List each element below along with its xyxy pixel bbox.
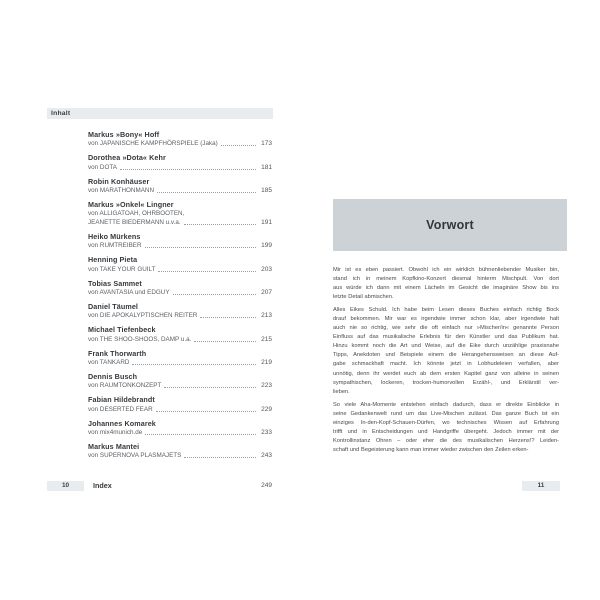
toc-entry-affiliation: von THE SHOO-SHOOS, DAMP u.a. bbox=[88, 335, 192, 343]
text-line: einziges In-den-Kopf-Schauen-Dürfen, wo technisches Wissen auf Erfahrung bbox=[333, 419, 559, 426]
toc-entry-name: Dennis Busch bbox=[88, 371, 138, 381]
toc-entry bbox=[88, 372, 272, 390]
toc-entry-affiliation: von DIE APOKALYPTISCHEN REITER bbox=[88, 312, 198, 320]
foreword-paragraph bbox=[333, 401, 559, 455]
toc-entry-page-number: 191 bbox=[261, 219, 272, 227]
toc-entry bbox=[88, 200, 272, 227]
toc-entry-affiliation: von RUMTREIBER bbox=[88, 242, 142, 250]
foreword-body bbox=[333, 266, 559, 459]
foreword-title-box bbox=[333, 199, 567, 251]
toc-leader-dots bbox=[184, 457, 256, 458]
toc-entry-page-number: 213 bbox=[261, 312, 272, 320]
text-line: aus würde ich dann mit einem Lächeln im Gesicht die imaginäre Show bis ins bbox=[333, 285, 559, 292]
toc-leader-dots bbox=[157, 192, 256, 193]
text-line: trifft und in Entscheidungen und Handgriffe übergeht. Jedoch immer mit der bbox=[333, 428, 559, 435]
text-line: gabe schmackhaft macht. Ich könnte jetzt in Lobhudeleien verfallen, aber bbox=[333, 361, 559, 368]
toc-leader-dots bbox=[156, 411, 256, 412]
left-page-footer bbox=[47, 481, 272, 491]
text-line: Einfluss auf das musikalische Erlebnis für den Künstler und das Publikum hat. bbox=[333, 334, 559, 341]
text-line: So viele Aha-Momente entstehen einfach dadurch, dass er direkte Einblicke in bbox=[333, 401, 559, 408]
contents-header-bar bbox=[47, 108, 273, 119]
toc-leader-dots bbox=[184, 224, 256, 225]
toc-entry-affiliation: von SUPERNOVA PLASMAJETS bbox=[88, 452, 182, 460]
toc-entry-name: Dorothea »Dota« Kehr bbox=[88, 153, 166, 163]
toc-entry-name: Markus »Onkel« Lingner bbox=[88, 199, 174, 209]
toc-entry bbox=[88, 255, 272, 273]
toc-entry-affiliation: von mix4munich.de bbox=[88, 428, 143, 436]
text-line: letzte Detail abmischen. bbox=[333, 294, 394, 301]
toc-entry-affiliation: von AVANTASIA und EDGUY bbox=[88, 289, 170, 297]
index-page-number: 249 bbox=[261, 482, 272, 490]
toc-entry-name: Johannes Komarek bbox=[88, 418, 156, 428]
text-line: Alles Eikes Schuld. Ich habe beim Lesen dieses Buches einfach richtig Bock bbox=[333, 307, 559, 314]
text-line: unnötig, denn ihr werdet euch ab dem ersten Kapitel ganz von alleine in seinen bbox=[333, 370, 559, 377]
toc-entry bbox=[88, 302, 272, 320]
toc-entry bbox=[88, 419, 272, 437]
toc-leader-dots bbox=[173, 294, 256, 295]
toc-entry-name: Markus Mantei bbox=[88, 441, 140, 451]
toc-entry-name: Robin Konhäuser bbox=[88, 176, 150, 186]
toc-entry bbox=[88, 349, 272, 367]
text-line: schaft und Begeisterung kann man immer wieder zwischen den Zeilen erken- bbox=[333, 446, 529, 453]
toc-entry-name: Frank Thorwarth bbox=[88, 348, 147, 358]
contents-header-label: Inhalt bbox=[51, 110, 71, 117]
toc-entry bbox=[88, 442, 272, 460]
toc-entry-page-number: 199 bbox=[261, 242, 272, 250]
toc-entry-name: Fabian Hildebrandt bbox=[88, 395, 155, 405]
toc-entry bbox=[88, 325, 272, 343]
toc-entry-name: Michael Tiefenbeck bbox=[88, 325, 156, 335]
toc-leader-dots bbox=[132, 364, 256, 365]
text-line: seine Gedankenwelt rund um das Live-Mischen zulässt. Das ganze Buch ist ein bbox=[333, 410, 559, 417]
right-page-footer bbox=[522, 481, 560, 491]
text-line: drauf bekommen. Mir war es irgendwie immer schon klar, aber irgendwie halt bbox=[333, 316, 559, 323]
toc-entry bbox=[88, 130, 272, 148]
toc-entry-page-number: 173 bbox=[261, 140, 272, 148]
text-line: Tipps, Anekdoten und Beispiele einem die Herangehensweisen an diese Auf- bbox=[333, 352, 559, 359]
index-label: Index bbox=[93, 481, 112, 491]
toc-entry-page-number: 203 bbox=[261, 265, 272, 273]
toc-entry-name: Tobias Sammet bbox=[88, 278, 142, 288]
toc-entry-affiliation: JEANETTE BIEDERMANN u.v.a. bbox=[88, 219, 181, 227]
toc-entry-page-number: 181 bbox=[261, 163, 272, 171]
foreword-title: Vorwort bbox=[426, 218, 474, 232]
text-line: auch nie so richtig, wie sehr die oft einfach nur »Mischer/in« genannte Person bbox=[333, 325, 559, 332]
toc-entry-name: Daniel Täumel bbox=[88, 302, 139, 312]
toc-entry bbox=[88, 153, 272, 171]
toc-entry bbox=[88, 279, 272, 297]
toc-entry-affiliation: von MARATHONMANN bbox=[88, 186, 155, 194]
toc-entry-page-number: 207 bbox=[261, 289, 272, 297]
toc-entry-page-number: 185 bbox=[261, 186, 272, 194]
text-line: Hinzu kommt noch die Art und Weise, auf die Eike durch unzählige praxisnahe bbox=[333, 343, 559, 350]
toc-entry-affiliation: von DESERTED FEAR bbox=[88, 405, 153, 413]
toc-leader-dots bbox=[158, 271, 256, 272]
toc-entry-affiliation: von TAKE YOUR GUILT bbox=[88, 265, 156, 273]
toc-entry-page-number: 229 bbox=[261, 405, 272, 413]
toc-leader-dots bbox=[145, 434, 256, 435]
text-line: stand ich in meinem Kopfkino-Konzert diesmal hinterm Mischpult. Von dort bbox=[333, 276, 559, 283]
toc-entry-affiliation: von JAPANISCHE KAMPFHÖRSPIELE (Jaka) bbox=[88, 140, 218, 148]
toc-leader-dots bbox=[221, 145, 256, 146]
toc-entry-affiliation: von DOTA bbox=[88, 163, 117, 171]
foreword-paragraph bbox=[333, 266, 559, 302]
toc-entry-page-number: 219 bbox=[261, 358, 272, 366]
toc-leader-dots bbox=[145, 247, 256, 248]
toc-leader-dots bbox=[164, 387, 256, 388]
toc-entry-affiliation: von RAUMTONKONZEPT bbox=[88, 382, 162, 390]
toc-entry bbox=[88, 177, 272, 195]
toc-entry-page-number: 215 bbox=[261, 335, 272, 343]
text-line: lieben. bbox=[333, 388, 350, 395]
text-line: sympathischen, lockeren, trocken-humorvollen Erzähl-, und Erklärstil ver- bbox=[333, 379, 559, 386]
toc-entry-affiliation-line1: von ALLIGATOAH, OHRBOOTEN, bbox=[88, 210, 185, 218]
page-number-badge-left: 10 bbox=[47, 481, 84, 491]
toc-entry-page-number: 243 bbox=[261, 452, 272, 460]
toc-entry-page-number: 233 bbox=[261, 428, 272, 436]
toc-entry-affiliation: von TANKARD bbox=[88, 358, 130, 366]
text-line: Mir ist es eben passiert. Obwohl ich ein wirklich bühnenliebender Musiker bin, bbox=[333, 267, 559, 273]
toc-leader-dots bbox=[200, 317, 256, 318]
toc-entry-name: Markus »Bony« Hoff bbox=[88, 130, 160, 139]
text-line: Kontrollinstanz Ohren – oder eher die des musikalischen Herzens!? Leiden- bbox=[333, 437, 559, 444]
toc-leader-dots bbox=[120, 169, 256, 170]
toc-entry bbox=[88, 232, 272, 250]
toc-entry-name: Heiko Mürkens bbox=[88, 232, 141, 242]
page-number-badge-right: 11 bbox=[522, 481, 560, 491]
foreword-paragraph bbox=[333, 306, 559, 396]
toc-entry-page-number: 223 bbox=[261, 382, 272, 390]
toc-leader-dots bbox=[194, 341, 256, 342]
toc-entry bbox=[88, 395, 272, 413]
toc-entry-name: Henning Pieta bbox=[88, 255, 138, 265]
toc-list bbox=[88, 130, 272, 465]
